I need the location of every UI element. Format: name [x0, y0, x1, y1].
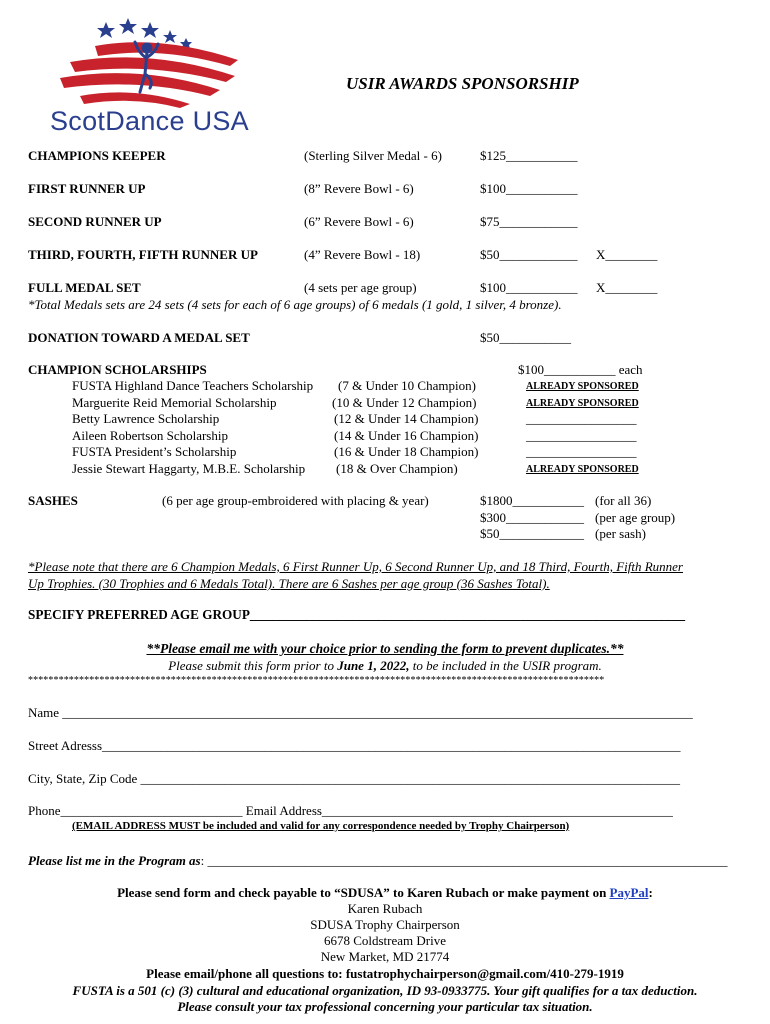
scholarships-heading: CHAMPION SCHOLARSHIPS [28, 362, 207, 377]
sashes-label: SASHES [28, 493, 78, 508]
email-requirement-note: (EMAIL ADDRESS MUST be included and valid for any correspondence needed by Trophy Chairperson) [72, 820, 570, 832]
sashes-price-note: (per age group) [595, 510, 676, 525]
scholarship-age: (10 & Under 12 Champion) [332, 395, 477, 410]
scholarship-status: ALREADY SPONSORED [526, 464, 639, 475]
phone-email-field[interactable]: Phone____________________________ Email Address______________________________________________________ [28, 803, 673, 818]
paypal-link[interactable]: PayPal [609, 885, 649, 900]
scholarship-age: (18 & Over Champion) [336, 461, 458, 476]
scholarship-name: Jessie Stewart Haggarty, M.B.E. Scholarship [72, 461, 306, 476]
row-desc: (4 sets per age group) [304, 280, 417, 295]
program-label: Please list me in the Program as [28, 853, 201, 868]
scholarship-status: ALREADY SPONSORED [526, 381, 639, 392]
scholarship-age: (16 & Under 18 Champion) [334, 444, 479, 459]
email-notice [0, 641, 770, 657]
street-field[interactable]: Street Adresss_________________________________________________________________________________________ [28, 738, 681, 753]
row-price[interactable]: $100___________ [480, 181, 578, 196]
row-desc: (Sterling Silver Medal - 6) [304, 148, 442, 163]
footer-tax-note: FUSTA is a 501 (c) (3) cultural and educational organization, ID 93-0933775. Your gift qualifies for a tax deduction. [72, 983, 698, 998]
payment-instructions [0, 885, 770, 901]
scholarship-status: ALREADY SPONSORED [526, 398, 639, 409]
footer-consult-note: Please consult your tax professional concerning your particular tax situation. [177, 999, 593, 1014]
deadline-date: June 1, 2022, [337, 658, 410, 673]
row-name: SECOND RUNNER UP [28, 214, 162, 229]
scholarship-name: Aileen Robertson Scholarship [72, 428, 228, 443]
donation-price[interactable]: $50___________ [480, 330, 571, 345]
scholarship-age: (7 & Under 10 Champion) [338, 378, 476, 393]
deadline-note [0, 658, 770, 674]
star-icon [119, 18, 137, 34]
logo-text: ScotDance USA [50, 106, 249, 136]
sashes-price[interactable]: $300____________ [480, 510, 584, 525]
scholarship-age: (14 & Under 16 Champion) [334, 428, 479, 443]
row-desc: (6” Revere Bowl - 6) [304, 214, 414, 229]
row-name: THIRD, FOURTH, FIFTH RUNNER UP [28, 247, 258, 262]
contact-line: Please email/phone all questions to: fustatrophychairperson@gmail.com/410-279-1919 [146, 966, 624, 981]
program-field[interactable] [28, 853, 728, 869]
row-price[interactable]: $75____________ [480, 214, 578, 229]
payment-prefix: Please send form and check payable to “SDUSA” to Karen Rubach or make payment on [117, 885, 610, 900]
row-name: FULL MEDAL SET [28, 280, 141, 295]
row-desc: (4” Revere Bowl - 18) [304, 247, 421, 262]
row-name: FIRST RUNNER UP [28, 181, 146, 196]
row-desc: (8” Revere Bowl - 6) [304, 181, 414, 196]
scholarships-price[interactable]: $100___________ each [518, 362, 643, 377]
page-title: USIR AWARDS SPONSORSHIP [346, 74, 579, 93]
scholarship-name: Marguerite Reid Memorial Scholarship [72, 395, 277, 410]
logo [40, 14, 260, 139]
total-note: Up Trophies. (30 Trophies and 6 Medals Total). There are 6 Sashes per age group (36 Sashes Total). [28, 576, 550, 591]
row-price[interactable]: $125___________ [480, 148, 578, 163]
sashes-price[interactable]: $1800___________ [480, 493, 584, 508]
star-icon [163, 30, 177, 43]
row-price[interactable]: $100___________ [480, 280, 578, 295]
sashes-desc: (6 per age group-embroidered with placing & year) [162, 493, 429, 508]
row-name: CHAMPIONS KEEPER [28, 148, 166, 163]
address-line: Karen Rubach [347, 901, 423, 916]
scholarship-name: Betty Lawrence Scholarship [72, 411, 220, 426]
flag-dancer-icon [40, 14, 260, 109]
city-field[interactable]: City, State, Zip Code ___________________________________________________________________________________ [28, 771, 681, 786]
age-group-field[interactable]: SPECIFY PREFERRED AGE GROUP__________________________________________________________________ [28, 607, 686, 622]
total-note: *Please note that there are 6 Champion Medals, 6 First Runner Up, 6 Second Runner Up, and 18 Third, Fourth, Fifth Runner [28, 559, 683, 574]
name-field[interactable]: Name _________________________________________________________________________________________________ [28, 705, 693, 720]
email-notice-text: **Please email me with your choice prior to sending the form to prevent duplicates.** [146, 641, 624, 656]
program-line[interactable]: : ________________________________________________________________________________ [200, 853, 728, 868]
scholarship-status[interactable]: _________________ [526, 428, 637, 443]
sashes-price-note: (per sash) [595, 526, 646, 541]
scholarship-status[interactable]: _________________ [526, 411, 637, 426]
sashes-price[interactable]: $50_____________ [480, 526, 584, 541]
scholarship-name: FUSTA President’s Scholarship [72, 444, 237, 459]
row-quantity[interactable]: X________ [596, 247, 658, 262]
scholarship-status[interactable]: _________________ [526, 444, 637, 459]
donation-label: DONATION TOWARD A MEDAL SET [28, 330, 250, 345]
medal-note: *Total Medals sets are 24 sets (4 sets for each of 6 age groups) of 6 medals (1 gold, 1 silver, 4 bronze). [28, 297, 562, 312]
payment-suffix: : [648, 885, 653, 900]
scholarship-name: FUSTA Highland Dance Teachers Scholarship [72, 378, 314, 393]
address-line: New Market, MD 21774 [320, 949, 450, 964]
row-price[interactable]: $50____________ [480, 247, 578, 262]
divider-stars: ***************************************************************************************************************** [28, 675, 605, 686]
row-quantity[interactable]: X________ [596, 280, 658, 295]
sashes-price-note: (for all 36) [595, 493, 652, 508]
deadline-prefix: Please submit this form prior to [168, 658, 338, 673]
star-icon [97, 22, 115, 38]
star-icon [141, 22, 159, 38]
address-line: SDUSA Trophy Chairperson [310, 917, 460, 932]
address-line: 6678 Coldstream Drive [323, 933, 447, 948]
scholarship-age: (12 & Under 14 Champion) [334, 411, 479, 426]
deadline-suffix: to be included in the USIR program. [409, 658, 602, 673]
